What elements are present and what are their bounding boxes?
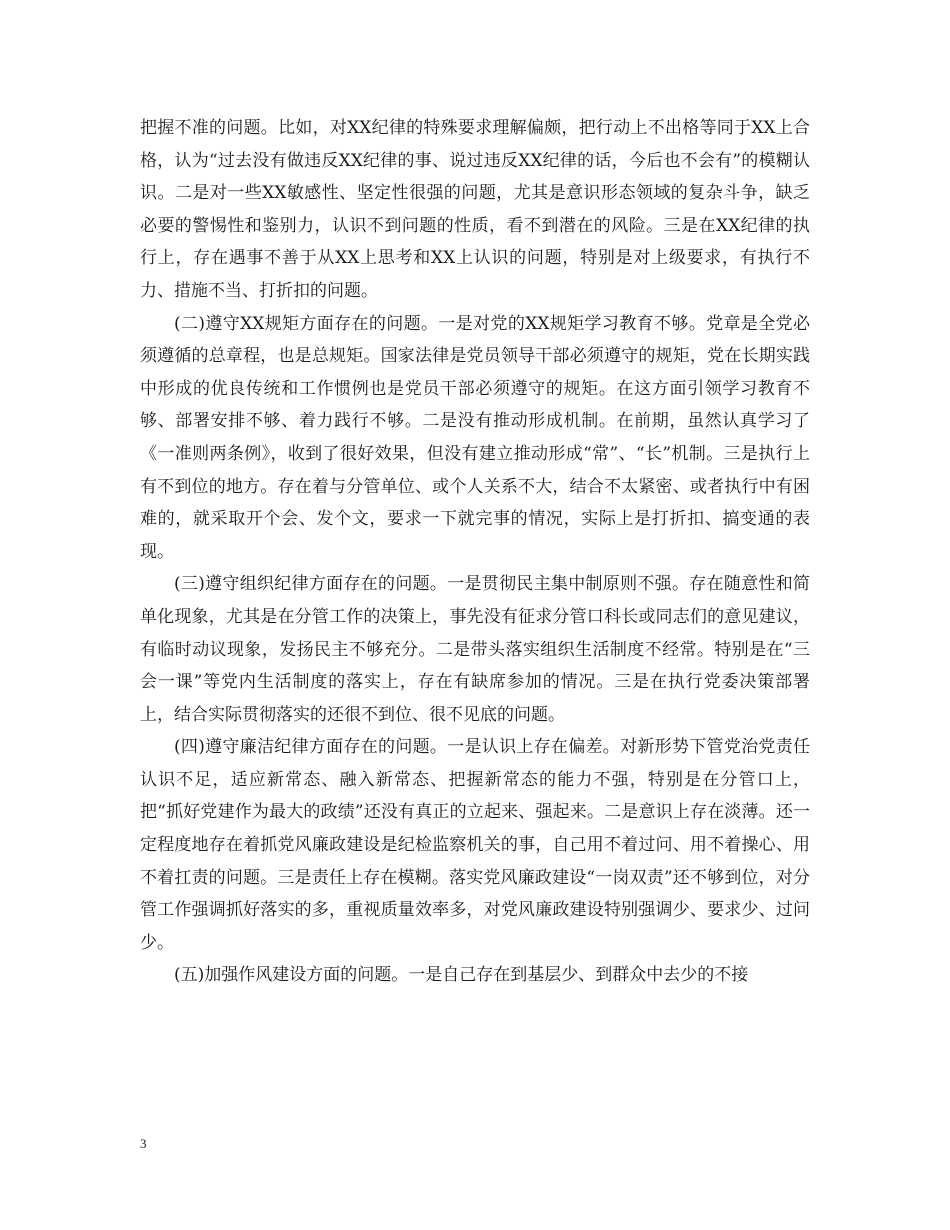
paragraph-section-3: (三)遵守组织纪律方面存在的问题。一是贯彻民主集中制原则不强。存在随意性和简单化现象，尤其是在分管工作的决策上，事先没有征求分管口科长或同志们的意见建议，有临时动议现象，发扬民主不够充分。二是带头落实组织生活制度不经常。特别是在“三会一课”等党内生活制度的落实上，存在有缺席参加的情况。三是在执行党委决策部署上，结合实际贯彻落实的还很不到位、很不见底的问题。 (140, 574, 810, 725)
paragraph-section-5: (五)加强作风建设方面的问题。一是自己存在到基层少、到群众中去少的不接 (174, 965, 749, 986)
paragraph-continuation: 把握不准的问题。比如，对XX纪律的特殊要求理解偏颇，把行动上不出格等同于XX上合格，认为“过去没有做违反XX纪律的事、说过违反XX纪律的话，今后也不会有”的模糊认识。二是对一些XX敏感性、坚定性很强的问题，尤其是意识形态领域的复杂斗争，缺乏必要的警惕性和鉴别力，认识不到问题的性质，看不到潜在的风险。三是在XX纪律的执行上，存在遇事不善于从XX上思考和XX上认识的问题，特别是对上级要求，有执行不力、措施不当、打折扣的问题。 (140, 118, 810, 301)
paragraph-section-2: (二)遵守XX规矩方面存在的问题。一是对党的XX规矩学习教育不够。党章是全党必须遵循的总章程，也是总规矩。国家法律是党员领导干部必须遵守的规矩，党在长期实践中形成的优良传统和工作惯例也是党员干部必须遵守的规矩。在这方面引领学习教育不够、部署安排不够、着力践行不够。二是没有推动形成机制。在前期，虽然认真学习了《一准则两条例》，收到了很好效果，但没有建立推动形成“常”、“长”机制。三是执行上有不到位的地方。存在着与分管单位、或个人关系不大，结合不太紧密、或者执行中有困难的，就采取开个会、发个文，要求一下就完事的情况，实际上是打折扣、搞变通的表现。 (140, 313, 810, 562)
paragraph-section-4: (四)遵守廉洁纪律方面存在的问题。一是认识上存在偏差。对新形势下管党治党责任认识不足，适应新常态、融入新常态、把握新常态的能力不强，特别是在分管口上，把“抓好党建作为最大的政绩”还没有真正的立起来、强起来。二是意识上存在淡薄。还一定程度地存在着抓党风廉政建设是纪检监察机关的事，自己用不着过问、用不着操心、用不着扛责的问题。三是责任上存在模糊。落实党风廉政建设“一岗双责”还不够到位，对分管工作强调抓好落实的多，重视质量效率多，对党风廉政建设特别强调少、要求少、过问少。 (140, 737, 810, 953)
page-number: 3 (140, 1136, 147, 1151)
document-body (140, 112, 810, 992)
